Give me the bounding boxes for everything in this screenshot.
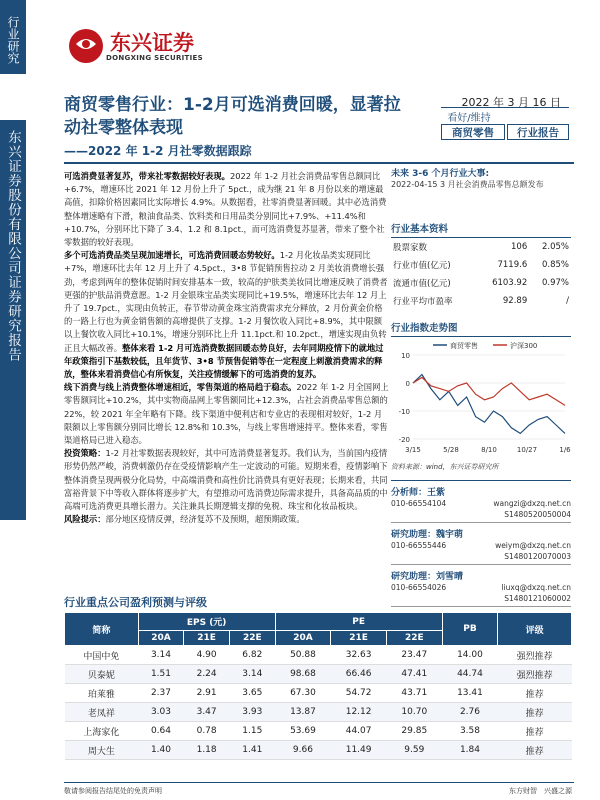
paragraph-3 xyxy=(64,381,390,447)
col-name: 简称 xyxy=(65,613,139,646)
x-tick-label: 3/15 xyxy=(405,446,421,454)
sidebar-company-label: 东兴证券股份有限公司证券研究报告 xyxy=(0,120,26,520)
svg-text:东兴证券: 东兴证券 xyxy=(110,31,194,55)
right-column xyxy=(391,166,571,611)
table-cell: 3.93 xyxy=(229,703,275,722)
industry-cell: 6103.92 xyxy=(492,278,528,288)
report-date: 2022 年 3 月 16 日 xyxy=(441,94,569,108)
analyst-phone: 010-66555446 xyxy=(391,541,447,550)
paragraph-1 xyxy=(64,170,390,249)
analyst-name: 分析师：王紫 xyxy=(391,488,446,498)
paragraph-4 xyxy=(64,447,390,513)
main-body xyxy=(64,170,390,526)
col-pe-20a: 20A xyxy=(275,631,331,646)
company-name: 老凤祥 xyxy=(65,703,139,722)
series-line xyxy=(413,377,565,405)
analyst-cert-row xyxy=(391,593,571,604)
analyst-contact xyxy=(391,540,571,551)
analyst-cert: S1480520050004 xyxy=(504,510,571,519)
analyst-contact xyxy=(391,582,571,593)
industry-row xyxy=(391,238,571,256)
tag-report-type: 行业报告 xyxy=(507,124,569,140)
table-cell: 推荐 xyxy=(498,703,572,722)
table-cell: 43.71 xyxy=(386,684,442,703)
analyst-cert-row xyxy=(391,551,571,562)
col-eps-21e: 21E xyxy=(184,631,230,646)
table-cell: 强烈推荐 xyxy=(498,665,572,684)
table-cell: 11.49 xyxy=(331,741,387,760)
col-eps-20a: 20A xyxy=(138,631,184,646)
analyst-contact xyxy=(391,498,571,509)
analyst-divider xyxy=(391,522,571,523)
x-tick-label: 5/28 xyxy=(443,446,459,454)
header-divider xyxy=(64,162,574,164)
logo-subtitle: DONGXING SECURITIES xyxy=(106,54,203,62)
y-tick-label: 10 xyxy=(401,352,410,360)
table-row xyxy=(65,703,572,722)
table-row xyxy=(65,684,572,703)
x-tick-label: 8/10 xyxy=(481,446,497,454)
table-cell: 2.37 xyxy=(138,684,184,703)
industry-basics-heading: 行业基本资料 xyxy=(391,221,571,238)
analyst-name: 研究助理：魏宇萌 xyxy=(391,530,464,540)
table-cell: 13.41 xyxy=(442,684,498,703)
analyst-email[interactable]: wangzi@dxzq.net.cn xyxy=(493,499,571,508)
report-title: 商贸零售行业：1-2月可选消费回暖，显著拉动社零整体表现 xyxy=(64,95,401,138)
paragraph-4-text: 1-2 月社零数据表现较好，其中可选消费显著复苏。我们认为，当前国内疫情形势仍然严峻，消费刺激仍存在受疫情影响产生一定波动的可能。短期来看，疫情影响下整体消费呈现两极分化局势，中高端消费和高性价比消费具有更好表现；长期来看，共同富裕背景下中等收入群体将逐步扩大，有望推动可选消费边际需求提升，具备高品质的中高端可选消费更具增长潜力。关注兼具长期逻辑支撑的免税、珠宝和化妆品板块。 xyxy=(64,448,388,512)
industry-cell: 行业市值(亿元) xyxy=(393,261,451,271)
table-cell: 0.64 xyxy=(138,722,184,741)
industry-cell: 2.05% xyxy=(541,242,569,252)
table-cell: 44.74 xyxy=(442,665,498,684)
analyst-cert: S1480120070003 xyxy=(504,552,571,561)
footer-divider xyxy=(64,782,574,783)
risk-text: 部分地区疫情反弹，经济复苏不及预期，超预期政策。 xyxy=(105,514,305,525)
legend-label: 沪深300 xyxy=(510,342,538,350)
table-cell: 4.90 xyxy=(184,646,230,665)
report-subtitle: ——2022 年 1-2 月社零数据跟踪 xyxy=(64,144,252,158)
table-cell: 1.40 xyxy=(138,741,184,760)
company-name: 贝泰妮 xyxy=(65,665,139,684)
y-tick-label: -10 xyxy=(398,408,410,416)
analyst-name: 研究助理：刘雪晴 xyxy=(391,572,464,582)
company-name: 珀莱雅 xyxy=(65,684,139,703)
paragraph-2 xyxy=(64,249,390,381)
tag-industry: 商贸零售 xyxy=(441,124,505,140)
table-cell: 13.87 xyxy=(275,703,331,722)
x-tick-label: 10/27 xyxy=(516,446,538,454)
paragraph-2-lead: 多个可选消费品类呈现加速增长，可选消费回暖态势较好。 xyxy=(64,250,280,261)
paragraph-3-lead: 线下消费与线上消费整体增速相近，零售渠道的格局趋于稳态。 xyxy=(64,382,297,393)
analyst-email[interactable]: liuxq@dxzq.net.cn xyxy=(501,583,571,592)
table-row xyxy=(65,665,572,684)
industry-cell: 行业平均市盈率 xyxy=(393,297,453,307)
table-cell: 14.00 xyxy=(442,646,498,665)
analyst-phone: 010-66554104 xyxy=(391,499,447,508)
industry-cell: 0.97% xyxy=(541,278,569,288)
col-eps-22e: 22E xyxy=(229,631,275,646)
industry-row xyxy=(391,274,571,292)
table-cell: 3.47 xyxy=(184,703,230,722)
industry-cell: / xyxy=(566,296,569,306)
col-pb: PB xyxy=(442,613,498,646)
table-cell: 10.70 xyxy=(386,703,442,722)
industry-cell: 股票家数 xyxy=(393,243,428,253)
col-pe-21e: 21E xyxy=(331,631,387,646)
index-trend-chart xyxy=(391,337,571,457)
col-rating: 评级 xyxy=(498,613,572,646)
analyst-cert-row xyxy=(391,509,571,520)
paragraph-5 xyxy=(64,513,390,526)
series-line xyxy=(413,375,565,434)
table-cell: 2.91 xyxy=(184,684,230,703)
legend-label: 商贸零售 xyxy=(450,342,478,350)
table-cell: 1.15 xyxy=(229,722,275,741)
chart-source: 资料来源：wind，东兴证券研究所 xyxy=(391,463,499,471)
paragraph-1-lead: 可选消费显著复苏，带来社零数据较好表现。 xyxy=(64,171,230,181)
forecast-table xyxy=(64,612,572,760)
paragraph-3-text: 2022 年 1-2 月全国网上零售额同比+10.2%，其中实物商品网上零售额同比+12.3%，占社会消费品零售总额的 22%，较 2021 年全年略有下降。线下渠道中便利店和专业店的表现相对较好，1-2 月限额以上零售额分别同比增长 12.8%和 10.3%，与线上零售增速持平。整体来看，零售渠道格局已进入稳态。 xyxy=(64,382,389,446)
analyst-divider xyxy=(391,564,571,565)
index-chart-heading: 行业指数走势图 xyxy=(391,320,571,337)
table-cell: 3.58 xyxy=(442,722,498,741)
table-cell: 推荐 xyxy=(498,722,572,741)
company-name: 周大生 xyxy=(65,741,139,760)
table-row xyxy=(65,722,572,741)
y-tick-label: 0 xyxy=(405,380,410,388)
forecast-heading: 行业重点公司盈利预测与评级 xyxy=(64,596,207,609)
y-tick-label: -20 xyxy=(398,436,410,444)
table-cell: 1.18 xyxy=(184,741,230,760)
table-cell: 54.72 xyxy=(331,684,387,703)
analyst-cert: S1480121060002 xyxy=(504,594,571,603)
col-pe-22e: 22E xyxy=(386,631,442,646)
industry-row xyxy=(391,292,571,310)
table-cell: 2.76 xyxy=(442,703,498,722)
footer-slogan: 东方财智 兴盛之源 xyxy=(509,787,572,795)
table-cell: 1.41 xyxy=(229,741,275,760)
table-cell: 强烈推荐 xyxy=(498,646,572,665)
sidebar xyxy=(0,0,26,800)
upcoming-events-text: 2022-04-15 3 月社会消费品零售总额发布 xyxy=(391,180,544,189)
table-cell: 推荐 xyxy=(498,741,572,760)
paragraph-2-text: 1-2 月化妆品类实现同比+7%，增速环比去年 12 月上升了 4.5pct.，3•8 节促销预售拉动 2 月美妆消费增长强劲，考虑到两年的整体促销时间安排基本一致，较高的护肤类美妆同比增速反映了消费者更强的护肤品消费意愿。1-2 月金银珠宝品类实现同比+19.5%，增速环比去年 12 月上升了 19.7pct.，实现由负转正，春节带动黄金珠宝消费需求充分释放，2 月份黄金价格的一路上行也为黄金销售额的高增提供了支撑。1-2 月餐饮收入同比+8.9%，其中限额以上餐饮收入同比+10.1%，增速分别环比上升 11.1pct.和 10.2pct.，增速实现由负转正且大幅改善。 xyxy=(64,250,388,353)
table-cell: 9.66 xyxy=(275,741,331,760)
table-row xyxy=(65,741,572,760)
industry-cell: 106 xyxy=(511,242,528,252)
table-cell: 47.41 xyxy=(386,665,442,684)
table-cell: 12.12 xyxy=(331,703,387,722)
upcoming-events-heading: 未来 3-6 个月行业大事: xyxy=(391,169,490,179)
table-cell: 53.69 xyxy=(275,722,331,741)
table-cell: 23.47 xyxy=(386,646,442,665)
analyst-divider xyxy=(391,606,571,607)
table-cell: 98.68 xyxy=(275,665,331,684)
x-tick-label: 1/6 xyxy=(559,446,571,454)
table-cell: 3.03 xyxy=(138,703,184,722)
industry-cell: 92.89 xyxy=(502,296,528,306)
table-row xyxy=(65,646,572,665)
industry-basics-table xyxy=(391,238,571,310)
table-cell: 推荐 xyxy=(498,684,572,703)
risk-lead: 风险提示： xyxy=(64,514,106,525)
table-cell: 67.30 xyxy=(275,684,331,703)
table-cell: 9.59 xyxy=(386,741,442,760)
analyst-email[interactable]: weiym@dxzq.net.cn xyxy=(495,541,571,550)
table-cell: 2.24 xyxy=(184,665,230,684)
col-pe: PE xyxy=(275,613,442,631)
company-name: 中国中免 xyxy=(65,646,139,665)
analyst-phone: 010-66554026 xyxy=(391,583,447,592)
industry-cell: 0.85% xyxy=(541,260,569,270)
table-cell: 44.07 xyxy=(331,722,387,741)
industry-cell: 7119.6 xyxy=(497,260,528,270)
table-cell: 3.65 xyxy=(229,684,275,703)
table-cell: 1.51 xyxy=(138,665,184,684)
sidebar-category-label: 行业研究 xyxy=(0,0,26,74)
table-cell: 0.78 xyxy=(184,722,230,741)
col-eps: EPS (元) xyxy=(138,613,275,631)
table-cell: 1.84 xyxy=(442,741,498,760)
rating-label: 看好/维持 xyxy=(447,113,491,124)
industry-row xyxy=(391,256,571,274)
company-name: 上海家化 xyxy=(65,722,139,741)
table-cell: 32.63 xyxy=(331,646,387,665)
table-cell: 29.85 xyxy=(386,722,442,741)
paragraph-2-summary: 整体来看 1-2 月可选消费数据回暖态势良好，去年同期疫情下的就地过年政策指引下基数较低，且年货节、3•8 节预售促销等在一定程度上刺激消费需求的释放，整体来看消费信心有所恢复，关注疫情缓解下的可选消费的复苏。 xyxy=(64,342,384,380)
table-cell: 3.14 xyxy=(229,665,275,684)
paragraph-4-lead: 投资策略： xyxy=(64,448,106,459)
table-cell: 66.46 xyxy=(331,665,387,684)
footer-disclaimer: 敬请参阅报告结尾处的免责声明 xyxy=(64,787,162,795)
date-rating-box xyxy=(441,94,569,142)
table-cell: 6.82 xyxy=(229,646,275,665)
industry-cell: 流通市值(亿元) xyxy=(393,279,451,289)
paragraph-1-text: 2022 年 1-2 月社会消费品零售总额同比+6.7%，增速环比 2021 年 12 月份上升了 5pct.，成为继 21 年 8 月份以来的增速最高值，扣除价格因素同比实际增长 4.9%。从数据看，社零消费显著回暖。其中必选消费整体增速略有下滑，粮油食品类、饮料类和日用品类分别同比+7.9%、+11.4%和+10.7%，分别环比下降了 3.4、1.2 和 8.1pct.，而可选消费复苏显著，带来了整个社零数据的较好表现。 xyxy=(64,171,387,248)
table-cell: 3.14 xyxy=(138,646,184,665)
table-cell: 50.88 xyxy=(275,646,331,665)
